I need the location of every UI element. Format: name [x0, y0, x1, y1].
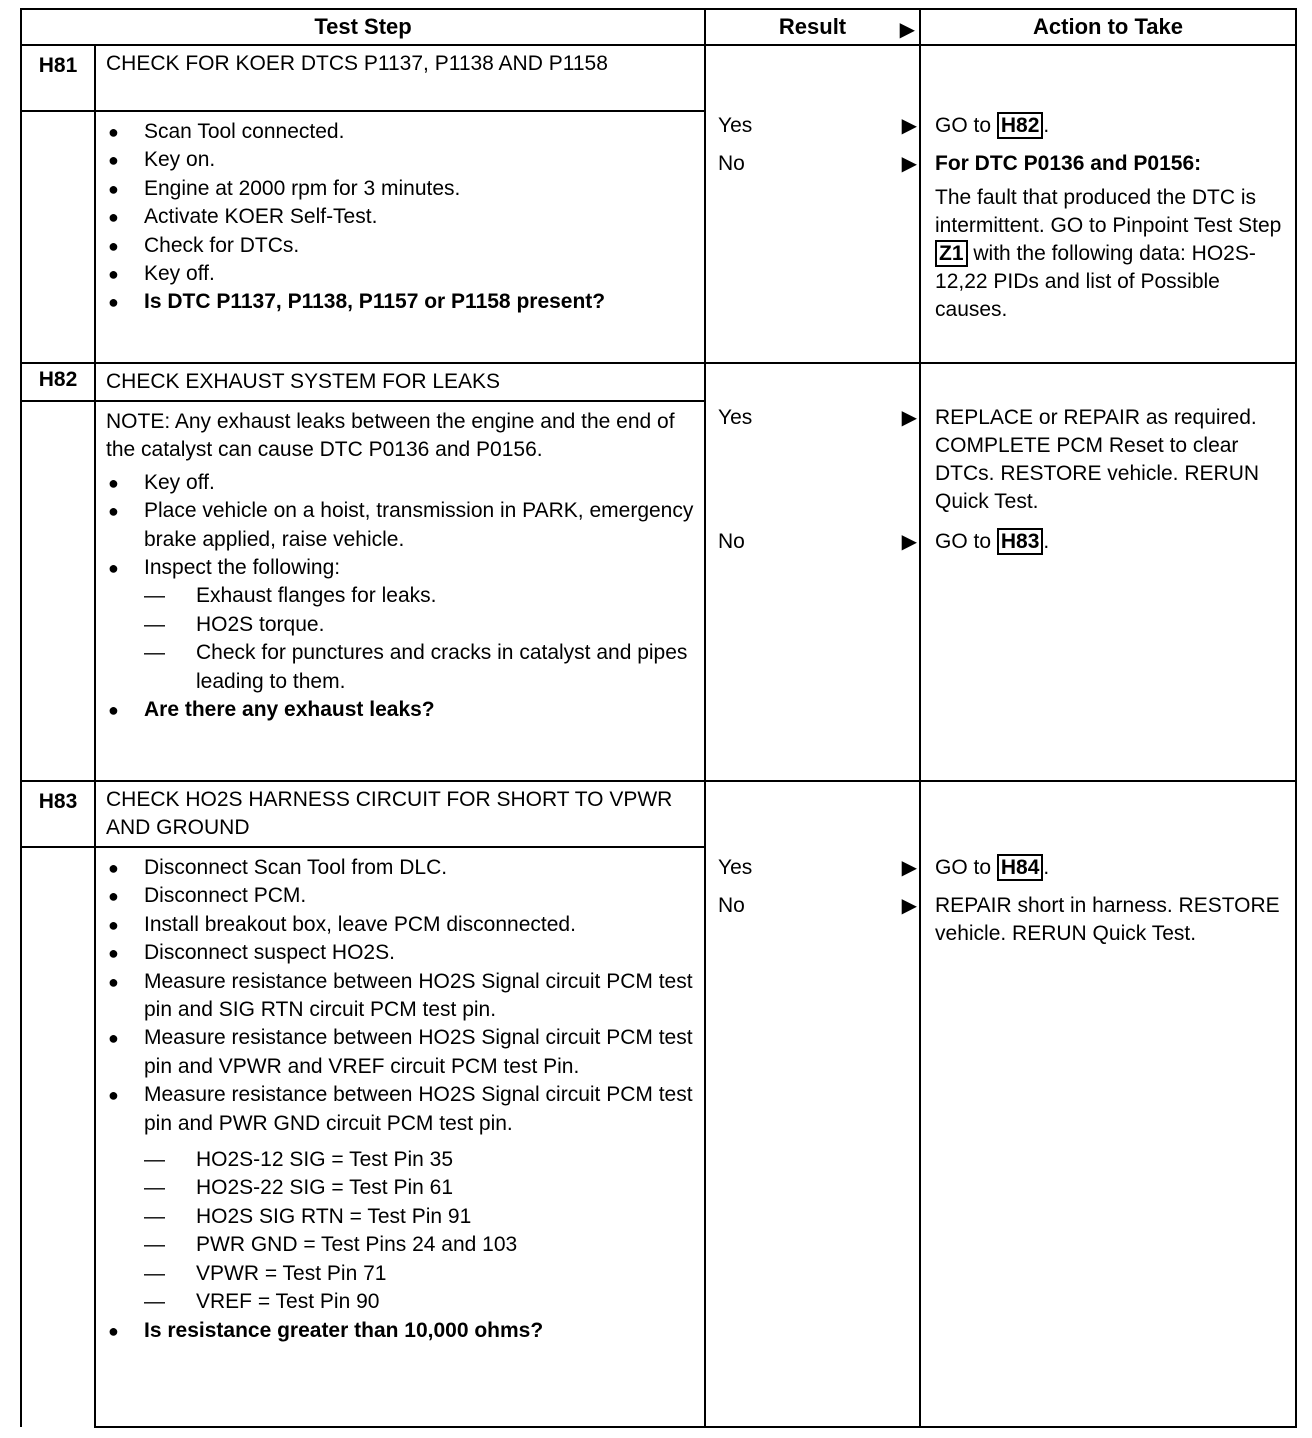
action-body	[935, 184, 1289, 324]
bullet-list	[106, 1317, 696, 1345]
pin-item: — HO2S-12 SIG = Test Pin 35	[144, 1146, 696, 1174]
pin-item: — VPWR = Test Pin 71	[144, 1260, 696, 1288]
step-question: ● Are there any exhaust leaks?	[106, 696, 696, 724]
step-title: CHECK EXHAUST SYSTEM FOR LEAKS	[95, 363, 705, 401]
step-note: NOTE: Any exhaust leaks between the engine and the end of the catalyst can cause DTC P0136 and P0156.	[106, 410, 675, 462]
step-h83-action	[920, 781, 1296, 1427]
sub-item: — Exhaust flanges for leaks.	[144, 582, 696, 610]
step-h82-action	[920, 363, 1296, 781]
action-text: GO to	[935, 114, 992, 137]
right-triangle-arrow-icon: ▶	[901, 857, 918, 879]
no-label: No	[718, 530, 745, 553]
action-yes: GO to H82 .	[935, 114, 1050, 137]
header-result	[705, 9, 920, 45]
pin-item: — HO2S SIG RTN = Test Pin 91	[144, 1203, 696, 1231]
yes-label: Yes	[718, 856, 753, 879]
result-yes	[706, 404, 919, 432]
header-test-step: Test Step	[21, 9, 705, 45]
step-item: ● Scan Tool connected.	[106, 118, 696, 146]
header-result-label: Result	[778, 14, 847, 39]
right-triangle-arrow-icon: ▶	[901, 153, 918, 175]
action-text: GO to	[935, 530, 992, 553]
step-h81-result	[705, 45, 920, 363]
step-id: H81	[21, 45, 95, 111]
bullet-list	[106, 118, 696, 288]
action-text: GO to	[935, 856, 992, 879]
step-h82-result	[705, 363, 920, 781]
yes-label: Yes	[718, 114, 753, 137]
blank-cell	[21, 847, 95, 1427]
bullet-list	[106, 696, 696, 724]
step-item: ● Inspect the following:	[106, 554, 696, 582]
right-triangle-arrow-icon: ▶	[901, 531, 918, 553]
step-item: ● Place vehicle on a hoist, transmission in PARK, emergency brake applied, raise vehicle.	[106, 497, 696, 554]
blank-cell	[21, 401, 95, 781]
step-body	[95, 111, 705, 363]
step-question: ● Is resistance greater than 10,000 ohms?	[106, 1317, 696, 1345]
right-triangle-arrow-icon: ▶	[901, 115, 918, 137]
pin-item: — HO2S-22 SIG = Test Pin 61	[144, 1174, 696, 1202]
right-triangle-arrow-icon: ▶	[901, 407, 918, 429]
no-label: No	[718, 894, 745, 917]
step-id: H83	[21, 781, 95, 847]
pin-item: — PWR GND = Test Pins 24 and 103	[144, 1231, 696, 1259]
action-text: The fault that produced the DTC is intermittent. GO to Pinpoint Test Step	[935, 186, 1282, 237]
step-h83-title-row	[21, 781, 1296, 847]
step-title: CHECK FOR KOER DTCS P1137, P1138 AND P1158	[95, 45, 705, 111]
action-no: GO to H83 .	[935, 530, 1050, 553]
step-item: ● Measure resistance between HO2S Signal circuit PCM test pin and PWR GND circuit PCM test pin.	[106, 1081, 696, 1138]
result-yes	[706, 112, 919, 140]
dash-list	[106, 1146, 696, 1316]
step-body	[95, 847, 705, 1427]
yes-label: Yes	[718, 406, 753, 429]
step-body	[95, 401, 705, 781]
action-no: REPAIR short in harness. RESTORE vehicle. RERUN Quick Test.	[935, 894, 1280, 945]
step-h81-title-row	[21, 45, 1296, 111]
step-id: H82	[21, 363, 95, 401]
step-item: ● Disconnect Scan Tool from DLC.	[106, 854, 696, 882]
header-row	[21, 9, 1296, 45]
step-item: ● Disconnect suspect HO2S.	[106, 939, 696, 967]
step-item: ● Disconnect PCM.	[106, 882, 696, 910]
bullet-list	[106, 288, 696, 316]
action-yes: GO to H84 .	[935, 856, 1050, 879]
step-ref-link[interactable]: H82	[997, 112, 1044, 139]
right-triangle-arrow-icon: ▶	[899, 19, 916, 41]
bullet-list	[106, 469, 696, 583]
blank-cell	[21, 111, 95, 363]
header-action: Action to Take	[920, 9, 1296, 45]
sub-item: — Check for punctures and cracks in catalyst and pipes leading to them.	[144, 639, 696, 696]
step-item: ● Key off.	[106, 469, 696, 497]
step-item: ● Install breakout box, leave PCM disconnected.	[106, 911, 696, 939]
step-h81-action	[920, 45, 1296, 363]
step-question: ● Is DTC P1137, P1138, P1157 or P1158 present?	[106, 288, 696, 316]
right-triangle-arrow-icon: ▶	[901, 895, 918, 917]
result-yes	[706, 854, 919, 882]
step-item: ● Measure resistance between HO2S Signal circuit PCM test pin and SIG RTN circuit PCM test pin.	[106, 968, 696, 1025]
step-title: CHECK HO2S HARNESS CIRCUIT FOR SHORT TO VPWR AND GROUND	[95, 781, 705, 847]
result-no	[706, 528, 919, 556]
step-ref-link[interactable]: Z1	[935, 240, 968, 267]
step-ref-link[interactable]: H83	[997, 528, 1044, 555]
result-no	[706, 892, 919, 920]
action-heading: For DTC P0136 and P0156:	[935, 152, 1202, 175]
result-no	[706, 150, 919, 178]
step-item: ● Key off.	[106, 260, 696, 288]
step-ref-link[interactable]: H84	[997, 854, 1044, 881]
step-item: ● Activate KOER Self-Test.	[106, 203, 696, 231]
action-text: with the following data: HO2S-12,22 PIDs and list of Possible causes.	[935, 242, 1256, 321]
no-label: No	[718, 152, 745, 175]
step-h83-result	[705, 781, 920, 1427]
action-yes: REPLACE or REPAIR as required. COMPLETE PCM Reset to clear DTCs. RESTORE vehicle. RERUN Quick Test.	[935, 406, 1260, 513]
step-item: ● Engine at 2000 rpm for 3 minutes.	[106, 175, 696, 203]
step-item: ● Key on.	[106, 146, 696, 174]
diagnostic-table	[20, 8, 1297, 1428]
dash-list	[106, 582, 696, 696]
action-no	[921, 150, 1295, 324]
step-item: ● Check for DTCs.	[106, 232, 696, 260]
sub-item: — HO2S torque.	[144, 611, 696, 639]
pin-item: — VREF = Test Pin 90	[144, 1288, 696, 1316]
step-h82-title-row	[21, 363, 1296, 401]
step-item: ● Measure resistance between HO2S Signal circuit PCM test pin and VPWR and VREF circuit PCM test Pin.	[106, 1024, 696, 1081]
bullet-list	[106, 854, 696, 1138]
